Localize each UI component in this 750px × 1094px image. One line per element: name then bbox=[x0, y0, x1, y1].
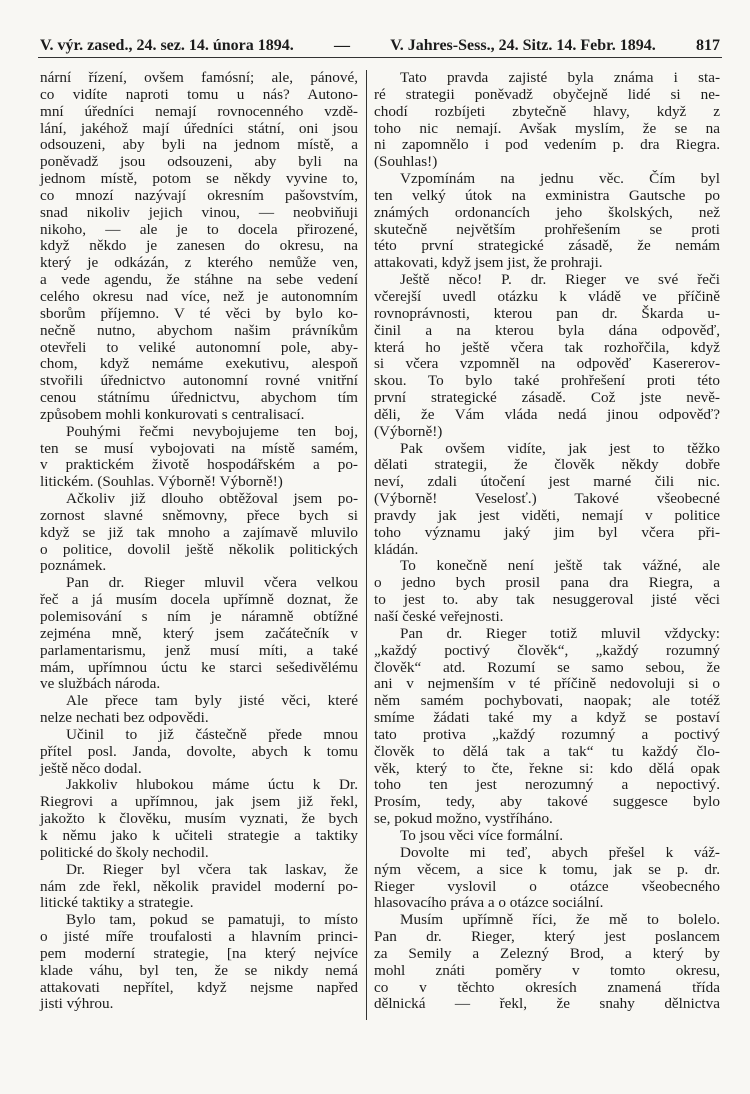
text-line: nečně nutno, abychom našim právníkům bbox=[40, 321, 358, 339]
text-line: toho nic nemají. Avšak myslím, že se na bbox=[374, 119, 720, 137]
text-line: Ačkoliv již dlouho obtěžoval jsem po- bbox=[66, 490, 358, 508]
text-line: poněvadž jsou odsouzeni, aby byli na bbox=[40, 153, 358, 171]
page-number: 817 bbox=[695, 37, 720, 54]
text-line: stvořili úřednictvo autonomní rovné vnitřní bbox=[40, 372, 358, 390]
text-line: toho ten jest nerozumný a nepoctivý. bbox=[374, 776, 720, 794]
text-line: první strategické zásadě. Což jste nevě- bbox=[374, 389, 720, 407]
text-line: se, pokud možno, vystříháno. bbox=[374, 810, 553, 828]
text-line: chodí rozbíjeti zbytečně hlavy, když z bbox=[374, 102, 720, 120]
text-line: chom, když nemáme exekutivu, alespoň bbox=[40, 355, 358, 373]
text-line: něm samém pochybovati, naopak; ale totéž bbox=[374, 692, 720, 710]
text-line: mní úředníci nemají rovnocenného vzdě- bbox=[40, 102, 358, 120]
text-line: Tato pravda zajisté byla známa i sta- bbox=[400, 69, 720, 86]
text-line: mám, upřímnou úctu ke starci sešedivělému bbox=[40, 658, 358, 676]
text-line: lání, jakéhož mají úředníci státní, oni jsou bbox=[40, 119, 358, 137]
text-line: ným věcem, a sice k tomu, jak se p. dr. bbox=[374, 860, 720, 878]
text-line: když se již tak mnoho a zajímavě mluvilo bbox=[40, 523, 358, 541]
text-line: odsouzeni, aby byli na jednom místě, a bbox=[40, 136, 358, 154]
text-line: nám zde řekl, několik pravidel moderní po- bbox=[40, 877, 358, 895]
text-line: řeč a já musím docela upřímně doznat, že bbox=[40, 591, 358, 609]
text-line: včerejší uvedl otázku k vládě ve příčině bbox=[374, 287, 720, 305]
right-column bbox=[374, 70, 720, 1013]
text-line: ten se musí vybojovati na místě samém, bbox=[40, 439, 358, 457]
text-line: co vidíte naproti tomu u nás? Autono- bbox=[40, 85, 358, 103]
header-rule bbox=[38, 57, 722, 58]
text-line: skou. To bylo také prohřešení proti této bbox=[374, 372, 720, 390]
text-line: dělnická — řekl, že snahy dělnictva bbox=[374, 995, 720, 1013]
text-line: o jedno bych prosil pana dra Riegra, a bbox=[374, 574, 720, 592]
text-line: klade váhu, byl ten, že se nikdy nemá bbox=[40, 961, 358, 979]
text-line: způsobem mohli konkurovati s centralisací. bbox=[40, 405, 305, 423]
text-line: ni zapomnělo i pod vedením p. dra Riegra. bbox=[374, 136, 720, 154]
text-line: hlasovacího práva a o otázce sociální. bbox=[374, 894, 604, 912]
text-line: (Výborně! Veselosť.) Takové všeobecné bbox=[374, 490, 720, 508]
text-line: To jsou věci více formální. bbox=[400, 826, 563, 844]
left-column bbox=[40, 70, 358, 1013]
text-line: tato protiva „každý rozumný a poctivý bbox=[374, 725, 720, 743]
text-line: děli, že Vám vláda nedá jinou odpověď? bbox=[374, 405, 720, 423]
text-line: pem moderní strategie, [na který nejvíce bbox=[40, 944, 358, 962]
text-line: Pan dr. Rieger, který jest poslancem bbox=[374, 928, 720, 946]
text-line: která ho ještě včera tak rozhořčila, když bbox=[374, 338, 720, 356]
text-line: Riegrovi a upřímnou, jak jsem již řekl, bbox=[40, 793, 358, 811]
text-line: Pan dr. Rieger mluvil včera velkou bbox=[66, 574, 358, 592]
text-line: Dovolte mi teď, abych přešel k váž- bbox=[400, 843, 720, 861]
text-line: attakovati, když jsem jist, že prohraji. bbox=[374, 254, 603, 272]
text-line: skutečně největším prohřešením se proti bbox=[374, 220, 720, 238]
text-line: Bylo tam, pokud se pamatuji, to místo bbox=[66, 911, 358, 929]
text-line: Ale přece tam byly jisté věci, které bbox=[66, 692, 358, 710]
text-line: známých ordonancích jeho školských, než bbox=[374, 203, 720, 221]
text-line: zejména mně, který jsem začátečník v bbox=[40, 624, 358, 642]
text-line: o politice, dovolil ještě několik politických bbox=[40, 540, 358, 558]
text-line: attakovati nepřítel, když nejsme napřed bbox=[40, 978, 358, 996]
text-line: Ještě něco! P. dr. Rieger ve své řeči bbox=[400, 271, 720, 289]
text-line: Pan dr. Rieger totiž mluvil vždycky: bbox=[400, 624, 720, 642]
text-line: Musím upřímně říci, že mě to bolelo. bbox=[400, 911, 720, 929]
column-divider bbox=[366, 70, 367, 1020]
text-line: k němu jako k učiteli strategie a taktiky bbox=[40, 826, 358, 844]
text-line: naší české veřejnosti. bbox=[374, 608, 504, 625]
text-line: činil a na kterou byla dána odpověď, bbox=[374, 321, 720, 339]
text-line: politické do školy nechodil. bbox=[40, 843, 209, 861]
text-line: když někdo je zanesen do okresu, na bbox=[40, 237, 358, 255]
text-line: této první strategické zásadě, že nemám bbox=[374, 237, 720, 255]
text-line: přítel posl. Janda, dovolte, abych k tomu bbox=[40, 742, 358, 760]
text-line: dělati strategii, že člověk někdy dobře bbox=[374, 456, 720, 474]
text-line: člověk“ atd. Rozumí se samo sebou, že bbox=[374, 658, 720, 676]
text-line: toho významu jaký jim byl včera při- bbox=[374, 523, 720, 541]
text-line: co mnozí nazývají okresním pašovstvím, bbox=[40, 186, 358, 204]
text-line: zornost slavné sněmovny, přece bych si bbox=[40, 506, 358, 524]
text-line: kládán. bbox=[374, 540, 419, 558]
text-line: poznámek. bbox=[40, 557, 107, 575]
text-line: člověk to dělá tak a tak“ tu každý člo- bbox=[374, 742, 720, 760]
text-line: ré strategii poněvadž obyčejně lidé si ne- bbox=[374, 85, 720, 103]
text-line: Učinil to již částečně přede mnou bbox=[66, 725, 358, 743]
text-line: To konečně není ještě tak vážné, ale bbox=[400, 557, 720, 575]
text-line: to jest to. aby tak nesuggeroval jisté věci bbox=[374, 591, 720, 609]
text-line: Rieger vyslovil o otázce všeobecného bbox=[374, 877, 720, 895]
text-line: cenou státnímu úřednictvu, abychom tím bbox=[40, 389, 358, 407]
text-line: Pouhými řečmi nevybojujeme ten boj, bbox=[66, 422, 358, 440]
text-line: pravdy jak jest viděti, nemají v politice bbox=[374, 506, 720, 524]
text-line: Prosím, tedy, aby takové suggesce bylo bbox=[374, 793, 720, 811]
text-line: za Semily a Zelezný Brod, a který by bbox=[374, 944, 720, 962]
text-line: věk, který to čte, řekne si: kdo dělá opak bbox=[374, 759, 720, 777]
text-line: ještě něco dodal. bbox=[40, 759, 142, 777]
text-line: rovnoprávnosti, kterou pan dr. Škarda u- bbox=[374, 304, 720, 322]
text-line: neví, zdali útočení jest marné čili nic. bbox=[374, 473, 720, 491]
text-line: co v těchto okresích znamená třída bbox=[374, 978, 720, 996]
text-line: Vzpomínám na jednu věc. Čím byl bbox=[400, 170, 720, 188]
text-line: celého okresu nad více, než je autonomním bbox=[40, 287, 358, 305]
header-dash: — bbox=[334, 37, 351, 54]
text-line: polemisování s ním je náramně obtížné bbox=[40, 608, 358, 625]
text-line: Dr. Rieger byl včera tak laskav, že bbox=[66, 860, 358, 878]
text-line: snad nikoliv jejich vinou, — neobviňuji bbox=[40, 203, 358, 221]
text-line: ve službách národa. bbox=[40, 675, 161, 693]
text-line: smíme žádati také my a když se postaví bbox=[374, 709, 720, 727]
text-line: o jisté míře troufalosti a hlavním princi- bbox=[40, 928, 358, 946]
text-line: který je odkázán, z kterého nemůže ven, bbox=[40, 254, 358, 272]
text-line: litické taktiky a strategie. bbox=[40, 894, 194, 912]
text-line: (Souhlas!) bbox=[374, 153, 438, 171]
text-line: jakožto k člověku, musím vyznati, že bych bbox=[40, 810, 358, 828]
text-line: nární řízení, ovšem famósní; ale, pánové, bbox=[40, 69, 358, 86]
text-line: jisti výhrou. bbox=[40, 995, 114, 1013]
text-line: parlamentarismu, jenž musí míti, a také bbox=[40, 641, 358, 659]
header-czech: V. výr. zased., 24. sez. 14. února 1894. bbox=[40, 37, 294, 54]
text-line: a vede agendu, že stáhne na sebe vedení bbox=[40, 271, 358, 289]
text-line: v praktickém životě hospodářském a po- bbox=[40, 456, 358, 474]
running-header bbox=[40, 33, 720, 55]
text-line: ten velký útok na exministra Gautsche po bbox=[374, 186, 720, 204]
text-line: nelze nechati bez odpovědi. bbox=[40, 709, 209, 727]
text-line: „každý poctivý člověk“, „každý rozumný bbox=[374, 641, 720, 659]
text-line: litickém. (Souhlas. Výborně! Výborně!) bbox=[40, 473, 283, 491]
text-line: sborům příjemno. V té věci by bylo ko- bbox=[40, 304, 358, 322]
text-line: (Výborně!) bbox=[374, 422, 443, 440]
text-line: Jakkoliv hlubokou máme úctu k Dr. bbox=[66, 776, 358, 794]
text-line: otevřeli to veliké autonomní pole, aby- bbox=[40, 338, 358, 356]
text-line: mohl znáti poměry v tomto okresu, bbox=[374, 961, 720, 979]
text-line: Pak ovšem vidíte, jak jest to těžko bbox=[400, 439, 720, 457]
header-german: V. Jahres-Sess., 24. Sitz. 14. Febr. 1894. bbox=[390, 37, 656, 54]
text-line: si včera vzpomněl na odpověď Kasererov- bbox=[374, 355, 720, 373]
text-line: nikoho, — ale je to docela přirozené, bbox=[40, 220, 358, 238]
text-line: jednom místě, potom se někdy vyvine to, bbox=[40, 170, 358, 188]
text-line: ani v nejmenším v té příčině nedovoluji si o bbox=[374, 675, 720, 693]
